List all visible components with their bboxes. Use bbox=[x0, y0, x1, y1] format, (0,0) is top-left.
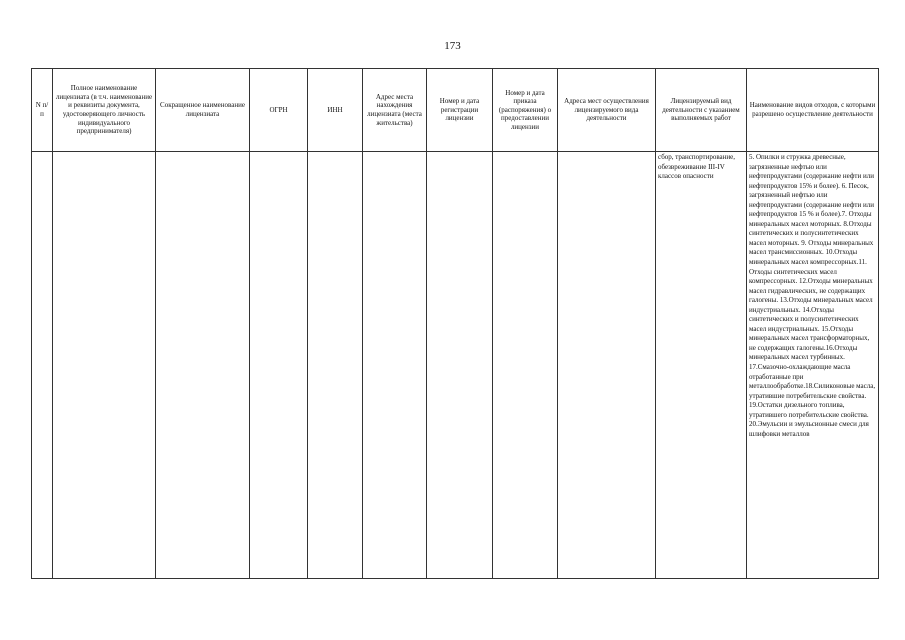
header-activity: Лицензируемый вид деятельности с указанием выполняемых работ bbox=[656, 69, 747, 152]
header-row bbox=[32, 69, 879, 152]
header-order: Номер и дата приказа (распоряжения) о предоставлении лицензии bbox=[493, 69, 558, 152]
cell-activity-addresses bbox=[558, 152, 656, 579]
table-row bbox=[32, 152, 879, 579]
header-number: N п/п bbox=[32, 69, 53, 152]
page-number: 173 bbox=[444, 40, 461, 52]
header-inn: ИНН bbox=[308, 69, 363, 152]
cell-address bbox=[363, 152, 427, 579]
cell-inn bbox=[308, 152, 363, 579]
header-address: Адрес места нахождения лицензиата (места жительства) bbox=[363, 69, 427, 152]
cell-short-name bbox=[156, 152, 250, 579]
cell-ogrn bbox=[250, 152, 308, 579]
cell-number bbox=[32, 152, 53, 579]
header-waste-types: Наименование видов отходов, с которыми разрешено осуществление деятельности bbox=[747, 69, 879, 152]
header-full-name: Полное наименование лицензиата (в т.ч. наименование и реквизиты документа, удостоверяющего личность индивидуального предпринимателя) bbox=[53, 69, 156, 152]
cell-license-registration bbox=[427, 152, 493, 579]
cell-order bbox=[493, 152, 558, 579]
header-activity-addresses: Адреса мест осуществления лицензируемого вида деятельности bbox=[558, 69, 656, 152]
header-short-name: Сокращенное наименование лицензиата bbox=[156, 69, 250, 152]
cell-waste-types: 5. Опилки и стружка древесные, загрязненные нефтью или нефтепродуктами (содержание нефти или нефтепродуктов 15% и более). 6. Песок, загрязненный нефтью или нефтепродуктами (содержание нефти или нефтепродуктов 15 % и более).7. Отходы минеральных масел моторных. 8.Отходы синтетических и полусинтетических масел моторных. 9. Отходы минеральных масел трансмиссионных. 10.Отходы минеральных масел компрессорных.11. Отходы синтетических масел компрессорных. 12.Отходы минеральных масел гидравлических, не содержащих галогены. 13.Отходы минеральных масел индустриальных. 14.Отходы синтетических и полусинтетических масел индустриальных. 15.Отходы минеральных масел трансформаторных, не содержащих галогены.16.Отходы минеральных масел турбинных. 17.Смазочно-охлаждающие масла отработанные при металлообработке.18.Силиконовые масла, утратившие потребительские свойства. 19.Остатки дизельного топлива, утратившего потребительские свойства. 20.Эмульсии и эмульсионные смеси для шлифовки металлов bbox=[747, 152, 879, 579]
license-registry-table bbox=[31, 68, 879, 579]
header-ogrn: ОГРН bbox=[250, 69, 308, 152]
cell-activity: сбор, транспортирование, обезвреживание III-IV классов опасности bbox=[656, 152, 747, 579]
cell-full-name bbox=[53, 152, 156, 579]
header-license-registration: Номер и дата регистрации лицензии bbox=[427, 69, 493, 152]
